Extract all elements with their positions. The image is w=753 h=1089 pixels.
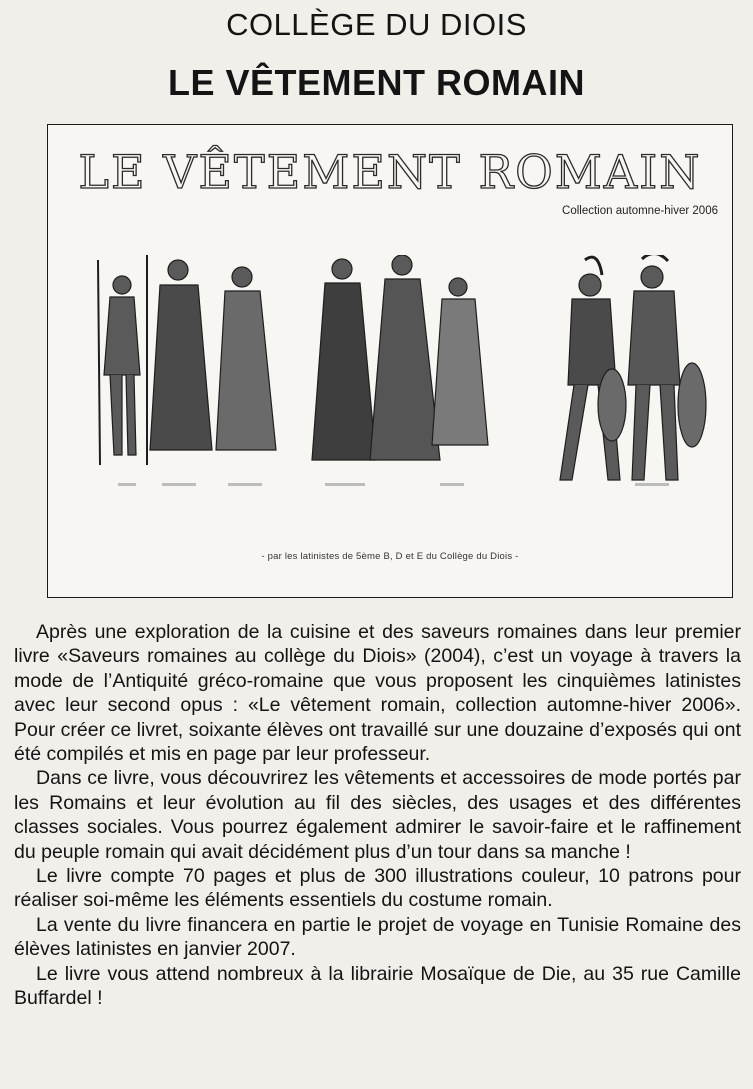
cover-title: LE VÊTEMENT ROMAIN — [78, 145, 702, 199]
article-paragraph: Le livre vous attend nombreux à la librairie Mosaïque de Die, au 35 rue Camille Buffardel ! — [14, 962, 741, 1010]
article-body — [14, 620, 741, 1011]
article-headline: LE VÊTEMENT ROMAIN — [167, 62, 585, 103]
figure-legionary-2 — [628, 255, 706, 480]
roman-figures-illustration — [80, 255, 720, 645]
article-paragraph: Après une exploration de la cuisine et des saveurs romaines dans leur premier livre «Saveurs romaines au collège du Diois» (2004), c’est un voyage à travers la mode de l’Antiquité gréco-romaine que vous proposent les cinquièmes latinistes avec leur second opus : «Le vêtement romain, collection automne-hiver 2006». Pour créer ce livret, soixante élèves ont travaillé sur une douzaine d’exposés qui ont été compilés et mis en page par leur professeur. — [14, 621, 741, 766]
figure-woman-3 — [432, 278, 488, 445]
article-paragraph: La vente du livre financera en partie le projet de voyage en Tunisie Romaine des élèves latinistes en janvier 2007. — [14, 913, 741, 961]
article-paragraph: Dans ce livre, vous découvrirez les vêtements et accessoires de mode portés par les Romains et leur évolution au fil des siècles, des usages et des différentes classes sociales. Vous pourrez également admirer le savoir-faire et le raffinement du peuple romain qui avait décidément plus d’un tour dans sa manche ! — [14, 767, 741, 863]
figure-woman-1 — [312, 259, 376, 460]
figure-soldier — [98, 260, 140, 465]
newspaper-kicker: COLLÈGE DU DIOIS — [226, 7, 527, 42]
book-cover-image — [47, 124, 733, 598]
cover-credit: - par les latinistes de 5ème B, D et E du Collège du Diois - — [261, 551, 519, 562]
cover-subtitle: Collection automne-hiver 2006 — [562, 205, 718, 217]
figure-senator — [147, 255, 212, 465]
article-paragraph: Le livre compte 70 pages et plus de 300 illustrations couleur, 10 patrons pour réaliser soi-même les éléments essentiels du costume romain. — [14, 865, 741, 912]
figure-citizen — [216, 267, 276, 450]
figure-legionary-1 — [560, 257, 626, 480]
figure-woman-2 — [370, 255, 440, 460]
